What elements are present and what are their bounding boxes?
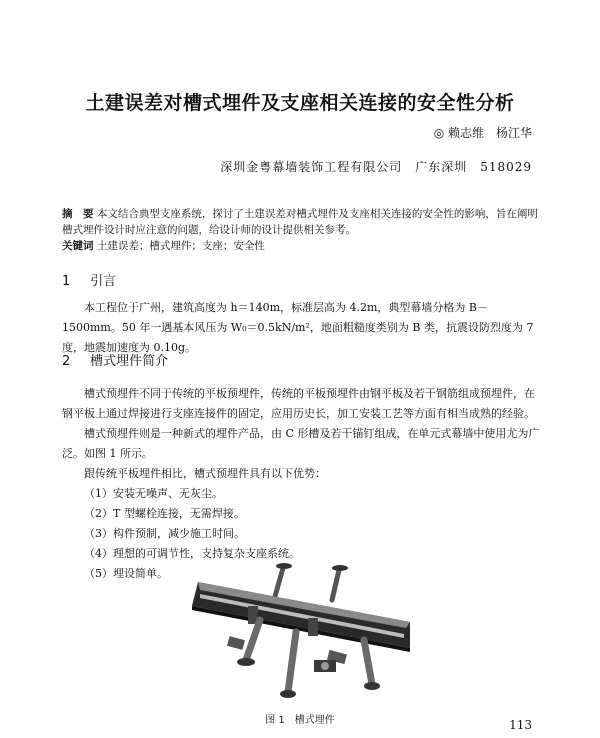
list-item: （3）构件预制，减少施工时间。 — [84, 527, 245, 540]
affiliation: 深圳金粤幕墙装饰工程有限公司 广东深圳 518029 — [220, 160, 532, 174]
section-title: 槽式埋件简介 — [90, 354, 169, 369]
intro-paragraph: 本工程位于广州，建筑高度为 h＝140m，标准层高为 4.2m，典型幕墙分格为 B－1500mm。50 年一遇基本风压为 W₀＝0.5kN/m²，地面粗糙度类别为 B 类，抗震设防烈度为 7 度，地震加速度为 0.10g。 — [62, 301, 534, 354]
keywords-text: 土建误差；槽式埋件；支座；安全性 — [96, 240, 265, 252]
paper-title: 土建误差对槽式埋件及支座相关连接的安全性分析 — [85, 92, 515, 114]
figure-caption: 图 1 槽式埋件 — [265, 715, 335, 726]
list-item: （5）埋设简单。 — [84, 567, 168, 580]
abstract — [62, 206, 540, 238]
paragraph: 跟传统平板埋件相比，槽式预埋件具有以下优势： — [84, 467, 326, 480]
paragraph: 槽式预埋件则是一种新式的埋件产品，由 C 形槽及若干锚钉组成，在单元式幕墙中使用尤为广泛。如图 1 所示。 — [62, 427, 540, 460]
section-number: 1 — [62, 274, 71, 289]
section-number: 2 — [62, 354, 71, 369]
paragraph: 槽式预埋件不同于传统的平板预埋件，传统的平板预埋件由钢平板及若干钢筋组成预埋件，在钢平板上通过焊接进行支座连接件的固定，应用历史长，加工安装工艺等方面有相当成熟的经验。 — [62, 387, 535, 420]
section-heading-1 — [62, 270, 116, 289]
section-heading-2 — [62, 350, 168, 369]
keywords — [62, 238, 265, 253]
keywords-label: 关键词 — [62, 240, 94, 252]
abstract-text: 本文结合典型支座系统，探讨了土建误差对槽式埋件及支座相关连接的安全性的影响，旨在阐明槽式埋件设计时应注意的问题，给设计师的设计提供相关参考。 — [62, 208, 538, 236]
abstract-label: 摘 要 — [62, 208, 94, 220]
channel-embed-photo — [188, 560, 420, 700]
page-number: 113 — [509, 718, 532, 732]
section-title: 引言 — [90, 274, 117, 289]
list-item: （4）理想的可调节性，支持复杂支座系统。 — [84, 547, 300, 560]
authors: ◎ 赖志维 杨江华 — [433, 126, 532, 140]
list-item: （2）T 型螺栓连接，无需焊接。 — [84, 507, 245, 520]
list-item: （1）安装无噪声、无灰尘。 — [84, 487, 223, 500]
